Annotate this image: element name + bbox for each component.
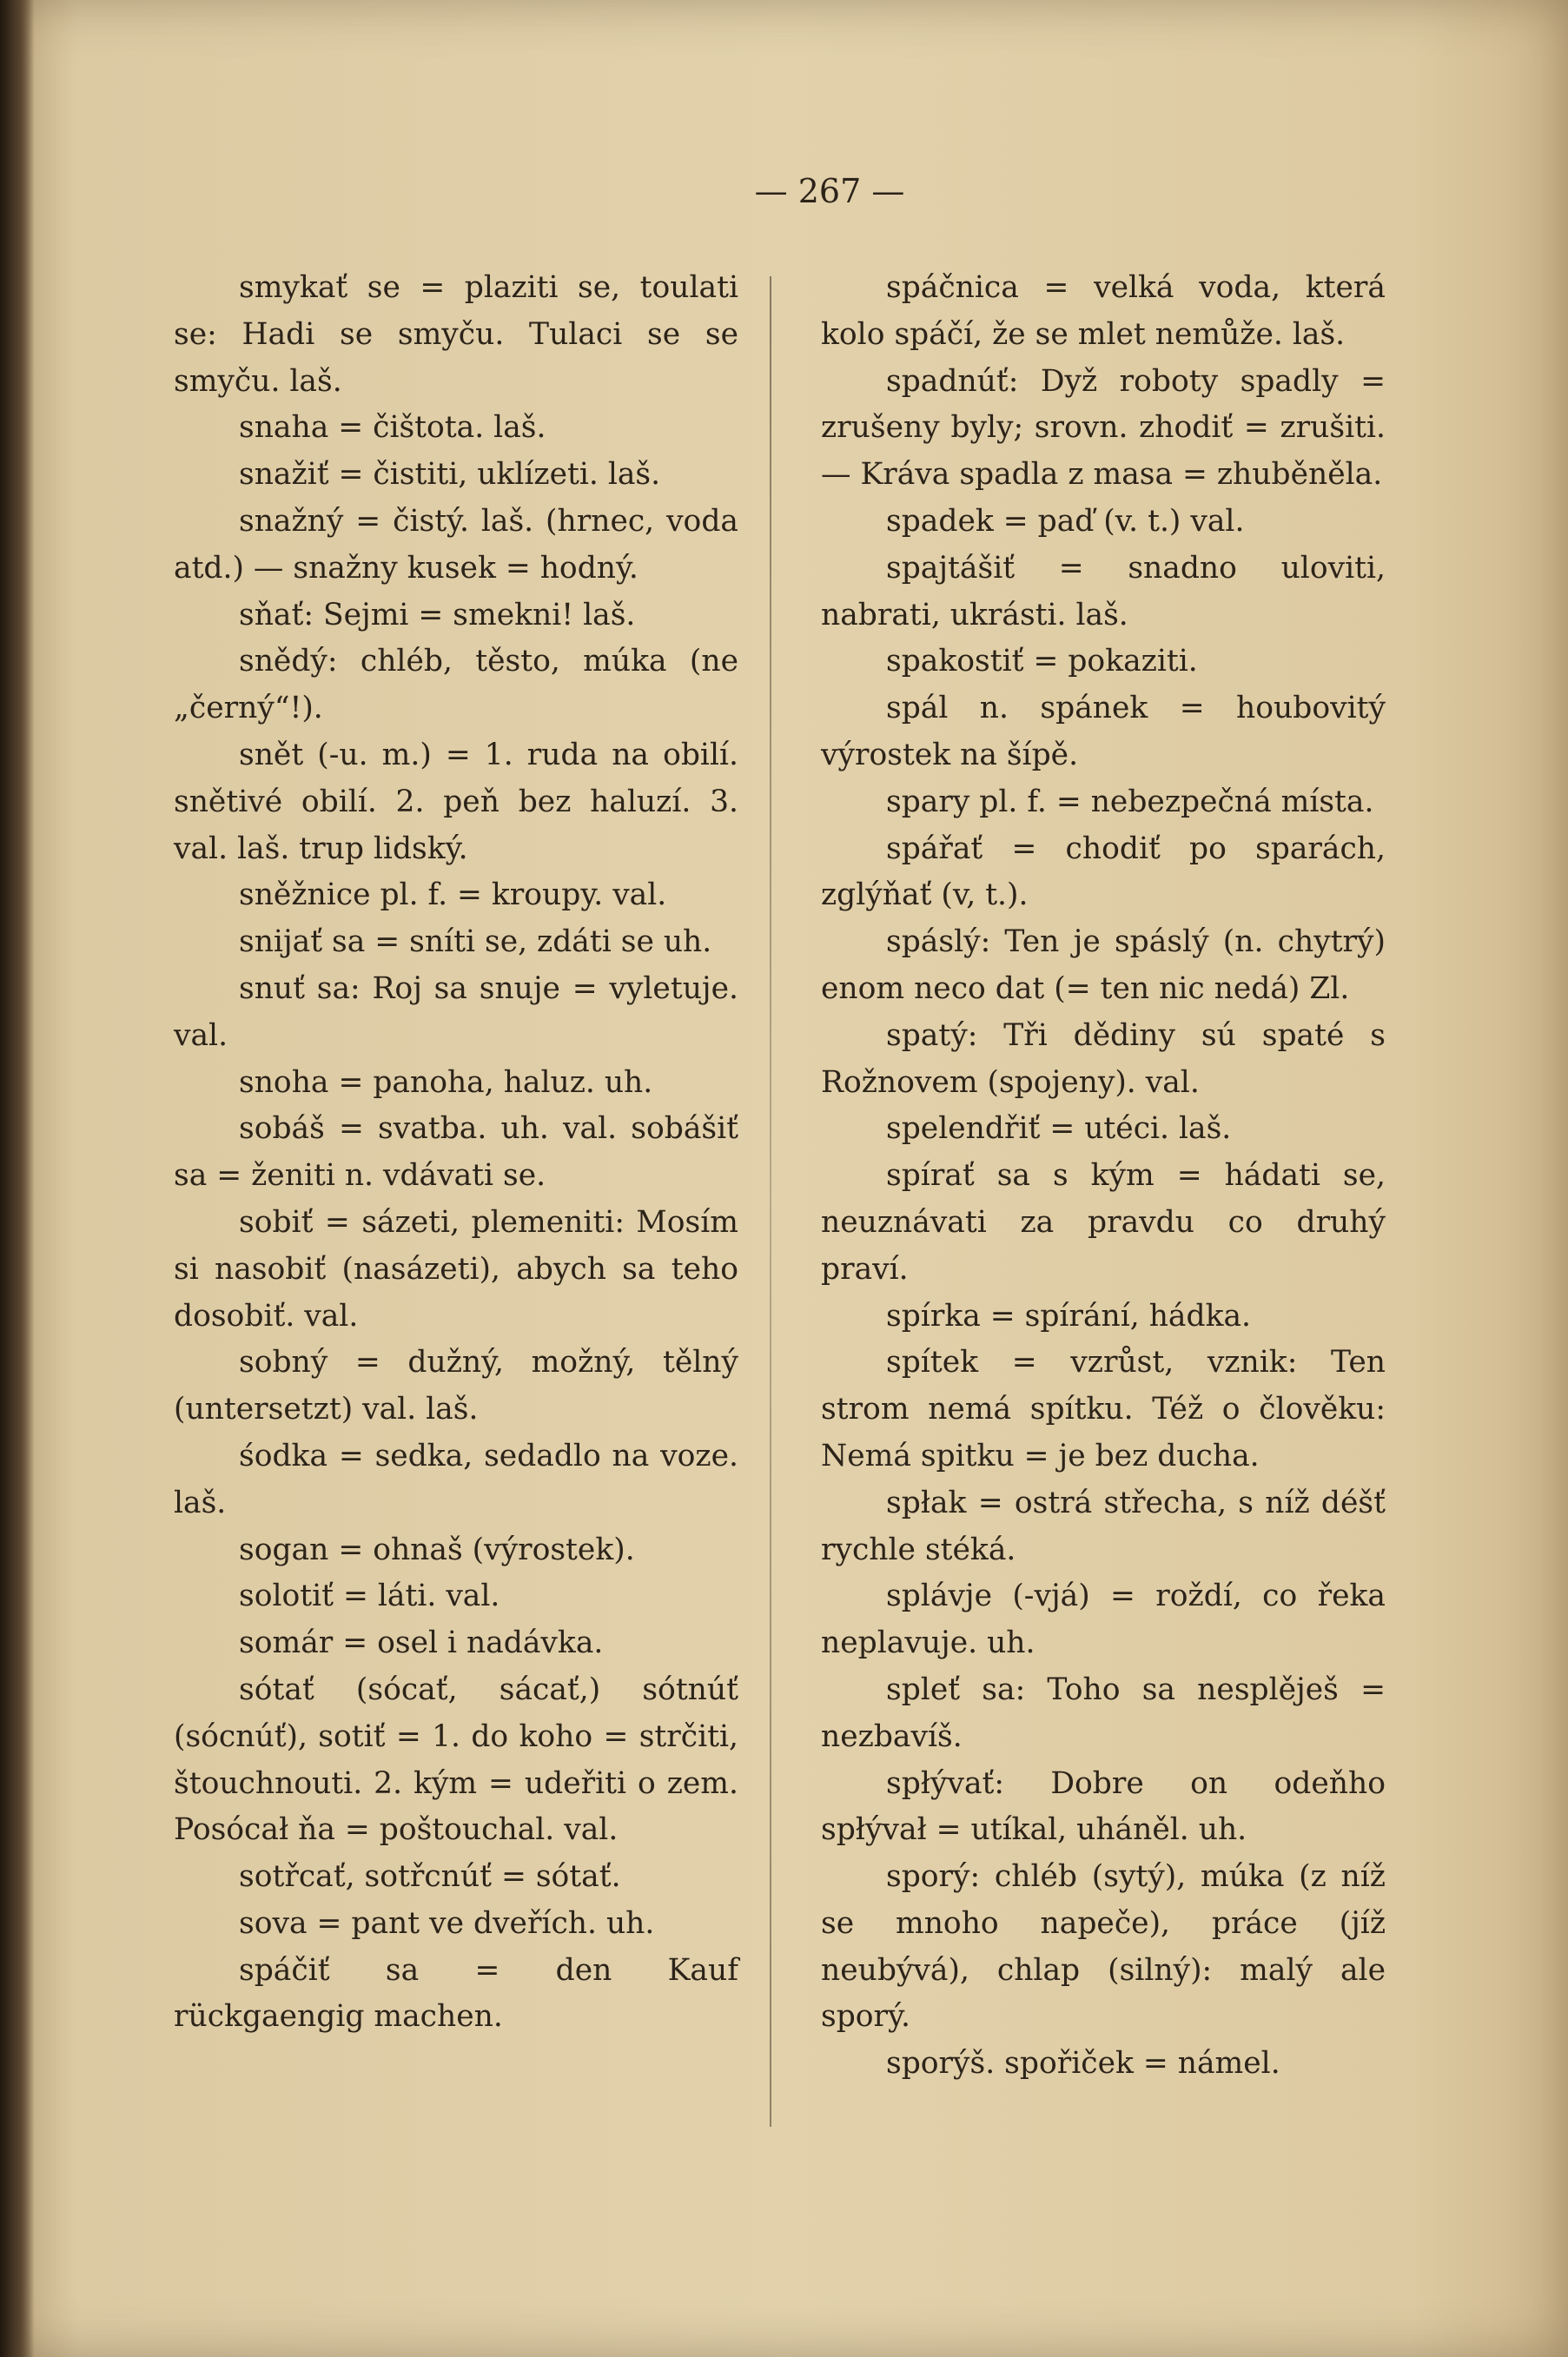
dictionary-entry: spáčiť sa = den Kauf rückgaengig machen. [174, 1952, 738, 2035]
dictionary-entry: sobný = dužný, možný, tělný (untersetzt) val. laš. [174, 1345, 738, 1427]
dictionary-entry: snuť sa: Roj sa snuje = vyletuje. val. [174, 970, 738, 1053]
page-number: — 267 — [754, 172, 905, 210]
dictionary-entry: sobiť = sázeti, plemeniti: Mosím si nasobiť (nasázeti), abych sa teho dosobiť. val. [174, 1204, 738, 1334]
dictionary-entry: spadnúť: Dyž roboty spadly = zrušeny byly; srovn. zhodiť = zrušiti. — Kráva spadla z masa = zhuběněla. [821, 363, 1386, 493]
dictionary-entry: sporýš. spořiček = námel. [886, 2046, 1280, 2082]
dictionary-entry: spłak = ostrá střecha, s níž déšť rychle stéká. [821, 1485, 1386, 1567]
dictionary-entry: sobáš = svatba. uh. val. sobášiť sa = ženiti n. vdávati se. [174, 1111, 738, 1194]
dictionary-entry: sótať (sócať, sácať,) sótnúť (sócnúť), sotiť = 1. do koho = strčiti, štouchnouti. 2. kým = udeřiti o zem. Posócał ňa = poštouchal. val. [174, 1672, 738, 1848]
left-column [174, 265, 738, 2041]
dictionary-entry: spłývať: Dobre on odeňho spłývał = utíkal, uháněl. uh. [821, 1765, 1386, 1848]
dictionary-entry: snijať sa = sníti se, zdáti se uh. [239, 924, 712, 960]
dictionary-entry: spál n. spánek = houbovitý výrostek na šípě. [821, 691, 1386, 772]
dictionary-entry: splávje (-vjá) = roždí, co řeka neplavuje. uh. [821, 1579, 1386, 1661]
dictionary-entry: snědý: chléb, těsto, múka (ne „černý“!). [174, 644, 738, 726]
dictionary-entry: snaha = čištota. laš. [239, 410, 546, 446]
dictionary-entry: spadek = paď (v. t.) val. [886, 503, 1245, 539]
dictionary-entry: spakostiť = pokaziti. [886, 644, 1198, 679]
dictionary-entry: spleť sa: Toho sa nesplěješ = nezbavíš. [821, 1672, 1386, 1754]
dictionary-entry: sotřcať, sotřcnúť = sótať. [239, 1859, 621, 1895]
dictionary-entry: sogan = ohnaš (výrostek). [239, 1532, 635, 1567]
dictionary-entry: spírka = spírání, hádka. [886, 1298, 1252, 1334]
dictionary-entry: solotiť = láti. val. [239, 1579, 500, 1614]
dictionary-entry: spajtášiť = snadno uloviti, nabrati, ukrásti. laš. [821, 550, 1386, 632]
dictionary-entry: śodka = sedka, sedadlo na voze. laš. [174, 1438, 738, 1520]
dictionary-entry: sněžnice pl. f. = kroupy. val. [239, 877, 667, 913]
dictionary-entry: spítek = vzrůst, vznik: Ten strom nemá spítku. Též o člověku: Nemá spitku = je bez ducha. [821, 1345, 1386, 1473]
dictionary-entry: sova = pant ve dveřích. uh. [239, 1905, 655, 1941]
dictionary-entry: snažný = čistý. laš. (hrnec, voda atd.) — snažny kusek = hodný. [174, 503, 738, 586]
dictionary-entry: somár = osel i nadávka. [239, 1625, 604, 1661]
dictionary-entry: sporý: chléb (sytý), múka (z níž se mnoho napeče), práce (jíž neubývá), chlap (silný): malý ale sporý. [821, 1859, 1386, 2035]
dictionary-entry: snět (-u. m.) = 1. ruda na obilí. snětivé obilí. 2. peň bez haluzí. 3. val. laš. trup lidský. [174, 737, 738, 866]
dictionary-entry: spírať sa s kým = hádati se, neuznávati za pravdu co druhý praví. [821, 1158, 1386, 1287]
dictionary-entry: spářať = chodiť po sparách, zglýňať (v, t.). [821, 831, 1386, 913]
dictionary-entry: sňať: Sejmi = smekni! laš. [239, 597, 636, 632]
dictionary-entry: snažiť = čistiti, uklízeti. laš. [239, 457, 661, 493]
dictionary-entry: smykať se = plaziti se, toulati se: Hadi se smyču. Tulaci se se smyču. laš. [174, 270, 738, 399]
dictionary-entry: snoha = panoha, haluz. uh. [239, 1064, 653, 1100]
dictionary-entry: spatý: Tři dědiny sú spaté s Rožnovem (spojeny). val. [821, 1017, 1386, 1100]
column-divider [770, 276, 771, 2127]
dictionary-entry: spary pl. f. = nebezpečná místa. [886, 784, 1374, 819]
book-gutter [0, 0, 35, 2357]
dictionary-entry: spáčnica = velká voda, která kolo spáčí, že se mlet nemůže. laš. [821, 270, 1386, 352]
dictionary-entry: spáslý: Ten je spáslý (n. chytrý) enom neco dat (= ten nic nedá) Zl. [821, 924, 1386, 1006]
dictionary-entry: spelendřiť = utéci. laš. [886, 1111, 1232, 1147]
right-column [821, 265, 1386, 2088]
